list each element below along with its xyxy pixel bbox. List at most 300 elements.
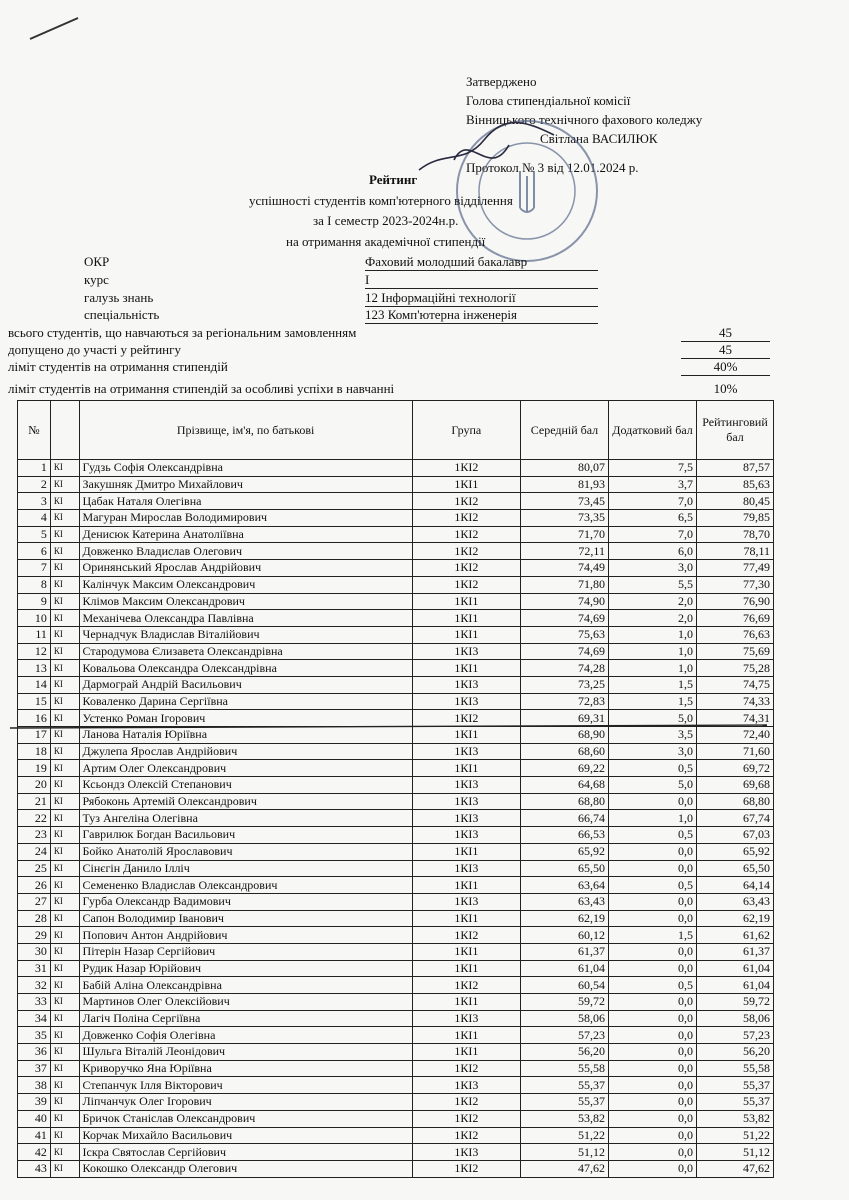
cell-dept: КІ [50,1060,79,1077]
cell-average: 69,31 [520,710,608,727]
cell-rating: 75,28 [697,660,774,677]
cell-number: 20 [18,777,51,794]
cell-number: 9 [18,593,51,610]
cell-name: Устенко Роман Ігорович [79,710,412,727]
cell-number: 8 [18,576,51,593]
cell-group: 1КІ1 [412,727,520,744]
cell-average: 53,82 [520,1110,608,1127]
cell-group: 1КІ2 [412,460,520,477]
cell-dept: КІ [50,543,79,560]
cell-additional: 0,5 [608,827,696,844]
table-row [18,860,774,877]
cell-number: 7 [18,560,51,577]
cell-number: 25 [18,860,51,877]
cell-name: Пітерін Назар Сергійович [79,943,412,960]
cell-rating: 61,04 [697,960,774,977]
cell-rating: 72,40 [697,727,774,744]
cell-additional: 5,5 [608,576,696,593]
cell-number: 43 [18,1160,51,1177]
cell-average: 80,07 [520,460,608,477]
cell-rating: 51,22 [697,1127,774,1144]
cell-dept: КІ [50,1144,79,1161]
cell-number: 26 [18,877,51,894]
cell-rating: 56,20 [697,1044,774,1061]
table-row [18,1044,774,1061]
cell-name: Джулепа Ярослав Андрійович [79,743,412,760]
table-row [18,576,774,593]
table-row [18,977,774,994]
signature-scribble [414,110,564,190]
table-row [18,827,774,844]
cell-dept: КІ [50,877,79,894]
info-field-value: 12 Інформаційні технології [365,290,598,307]
cell-average: 58,06 [520,1010,608,1027]
cell-dept: КІ [50,1094,79,1111]
cell-dept: КІ [50,893,79,910]
table-row [18,593,774,610]
cell-rating: 79,85 [697,510,774,527]
table-row [18,994,774,1011]
cell-dept: КІ [50,743,79,760]
cell-number: 2 [18,476,51,493]
cell-dept: КІ [50,977,79,994]
cell-dept: КІ [50,943,79,960]
cell-name: Оринянський Ярослав Андрійович [79,560,412,577]
cell-rating: 76,90 [697,593,774,610]
cell-average: 72,83 [520,693,608,710]
cell-rating: 71,60 [697,743,774,760]
cell-name: Бабій Аліна Олександрівна [79,977,412,994]
cell-additional: 0,0 [608,1077,696,1094]
cell-rating: 78,70 [697,526,774,543]
info-specialty-label: спеціальність [84,307,160,322]
cell-group: 1КІ1 [412,1027,520,1044]
cell-group: 1КІ3 [412,693,520,710]
cell-name: Ліпчанчук Олег Ігорович [79,1094,412,1111]
cell-rating: 77,49 [697,560,774,577]
info-specialty-value: 123 Комп'ютерна інженерія [365,307,598,324]
cell-name: Денисюк Катерина Анатоліївна [79,526,412,543]
cell-group: 1КІ2 [412,526,520,543]
cell-number: 30 [18,943,51,960]
cell-name: Калінчук Максим Олександрович [79,576,412,593]
cell-dept: КІ [50,910,79,927]
stat-total-label: всього студентів, що навчаються за регіональним замовленням [8,325,357,340]
cell-average: 62,19 [520,910,608,927]
table-header-row [18,401,774,460]
cell-dept: КІ [50,1010,79,1027]
cell-group: 1КІ1 [412,1044,520,1061]
cell-number: 15 [18,693,51,710]
title-semester: за І семестр 2023-2024н.р. [313,213,459,228]
cell-dept: КІ [50,843,79,860]
cell-rating: 53,82 [697,1110,774,1127]
cell-additional: 0,0 [608,1027,696,1044]
cell-additional: 0,0 [608,843,696,860]
cell-additional: 0,0 [608,1127,696,1144]
cell-name: Гурба Олександр Вадимович [79,893,412,910]
table-row [18,1144,774,1161]
cell-additional: 0,0 [608,860,696,877]
header-group: Група [412,401,520,460]
cell-group: 1КІ3 [412,1077,520,1094]
table-row [18,960,774,977]
cell-name: Кокошко Олександр Олегович [79,1160,412,1177]
cell-average: 65,92 [520,843,608,860]
cell-name: Закушняк Дмитро Михайлович [79,476,412,493]
cell-number: 27 [18,893,51,910]
cell-additional: 1,5 [608,693,696,710]
table-row [18,1010,774,1027]
cell-dept: КІ [50,710,79,727]
title-subject: успішності студентів комп'ютерного відділення [249,193,513,208]
table-row [18,1094,774,1111]
cell-name: Попович Антон Андрійович [79,927,412,944]
cell-average: 74,69 [520,643,608,660]
cell-group: 1КІ1 [412,593,520,610]
cell-additional: 3,7 [608,476,696,493]
cell-average: 73,35 [520,510,608,527]
cell-group: 1КІ2 [412,543,520,560]
cell-group: 1КІ3 [412,1010,520,1027]
cell-name: Сапон Володимир Іванович [79,910,412,927]
cell-average: 71,80 [520,576,608,593]
cell-average: 61,37 [520,943,608,960]
cell-name: Клімов Максим Олександрович [79,593,412,610]
cell-rating: 51,12 [697,1144,774,1161]
cell-dept: КІ [50,1044,79,1061]
cell-additional: 1,0 [608,626,696,643]
cell-number: 41 [18,1127,51,1144]
cell-dept: КІ [50,1027,79,1044]
cell-average: 60,12 [520,927,608,944]
table-row [18,877,774,894]
cell-additional: 7,5 [608,460,696,477]
cell-average: 66,74 [520,810,608,827]
cell-dept: КІ [50,526,79,543]
cell-number: 14 [18,676,51,693]
cell-dept: КІ [50,827,79,844]
cell-group: 1КІ2 [412,493,520,510]
cell-additional: 0,0 [608,793,696,810]
cell-group: 1КІ3 [412,793,520,810]
cell-additional: 0,0 [608,1144,696,1161]
cell-additional: 0,0 [608,1160,696,1177]
cell-number: 19 [18,760,51,777]
title-rating: Рейтинг [369,172,418,187]
cell-number: 22 [18,810,51,827]
cell-dept: КІ [50,810,79,827]
cell-group: 1КІ2 [412,977,520,994]
cell-rating: 75,69 [697,643,774,660]
cell-average: 63,64 [520,877,608,894]
cell-name: Довженко Владислав Олегович [79,543,412,560]
cell-dept: КІ [50,760,79,777]
cell-dept: КІ [50,927,79,944]
cell-group: 1КІ2 [412,1060,520,1077]
cell-number: 6 [18,543,51,560]
table-row [18,526,774,543]
cell-name: Сінєгін Данило Ілліч [79,860,412,877]
cell-dept: КІ [50,1127,79,1144]
stat-limit-value: 40% [681,359,770,376]
cell-additional: 1,0 [608,660,696,677]
cell-average: 64,68 [520,777,608,794]
cell-number: 21 [18,793,51,810]
table-row [18,927,774,944]
cell-group: 1КІ1 [412,626,520,643]
cell-number: 10 [18,610,51,627]
cell-number: 38 [18,1077,51,1094]
cell-additional: 5,0 [608,710,696,727]
cell-additional: 7,0 [608,526,696,543]
cell-group: 1КІ1 [412,760,520,777]
stat-total-value: 45 [681,325,770,342]
table-row [18,793,774,810]
cell-rating: 69,72 [697,760,774,777]
cell-additional: 0,0 [608,943,696,960]
cell-name: Механічева Олександра Павлівна [79,610,412,627]
cell-dept: КІ [50,593,79,610]
table-row [18,810,774,827]
table-row [18,476,774,493]
cell-average: 73,25 [520,676,608,693]
cell-rating: 57,23 [697,1027,774,1044]
cell-number: 29 [18,927,51,944]
cell-additional: 3,5 [608,727,696,744]
cell-rating: 65,50 [697,860,774,877]
cell-group: 1КІ1 [412,994,520,1011]
cell-additional: 7,0 [608,493,696,510]
cell-rating: 47,62 [697,1160,774,1177]
cell-number: 40 [18,1110,51,1127]
cell-additional: 0,0 [608,1010,696,1027]
info-okr-value: Фаховий молодший бакалавр [365,254,598,271]
cell-additional: 0,0 [608,910,696,927]
cell-name: Бойко Анатолій Ярославович [79,843,412,860]
table-row [18,610,774,627]
cell-name: Цабак Наталя Олегівна [79,493,412,510]
header-rating: Рейтинговий бал [697,401,774,460]
cell-additional: 0,0 [608,1094,696,1111]
cell-rating: 61,37 [697,943,774,960]
cell-group: 1КІ3 [412,1144,520,1161]
cell-name: Іскра Святослав Сергійович [79,1144,412,1161]
table-row [18,1060,774,1077]
approval-line3: Вінницького технічного фахового коледжу [466,112,703,127]
cell-number: 24 [18,843,51,860]
stat-admitted-value: 45 [681,342,770,359]
cell-rating: 76,63 [697,626,774,643]
cell-number: 17 [18,727,51,744]
cell-rating: 74,75 [697,676,774,693]
cell-dept: КІ [50,777,79,794]
header-additional: Додатковий бал [608,401,696,460]
cell-dept: КІ [50,693,79,710]
cell-rating: 67,03 [697,827,774,844]
header-dept [50,401,79,460]
cell-number: 32 [18,977,51,994]
table-row [18,510,774,527]
cell-additional: 0,0 [608,1044,696,1061]
table-row [18,843,774,860]
cell-dept: КІ [50,576,79,593]
cell-average: 69,22 [520,760,608,777]
cell-dept: КІ [50,626,79,643]
cell-name: Довженко Софія Олегівна [79,1027,412,1044]
header-average: Середній бал [520,401,608,460]
cell-dept: КІ [50,994,79,1011]
cell-group: 1КІ2 [412,510,520,527]
cell-number: 1 [18,460,51,477]
cell-additional: 1,0 [608,810,696,827]
cell-rating: 61,04 [697,977,774,994]
cell-number: 16 [18,710,51,727]
cell-dept: КІ [50,560,79,577]
cell-number: 42 [18,1144,51,1161]
cell-number: 4 [18,510,51,527]
table-row [18,460,774,477]
table-row [18,1160,774,1177]
cell-rating: 74,31 [697,710,774,727]
cell-number: 11 [18,626,51,643]
approval-line4: Світлана ВАСИЛЮК [540,131,658,146]
approval-line5: Протокол № 3 від 12.01.2024 р. [466,160,639,175]
info-course-label: курс [84,272,109,287]
cell-name: Лагіч Поліна Сергіївна [79,1010,412,1027]
cell-name: Дармограй Андрій Васильович [79,676,412,693]
table-row [18,1077,774,1094]
cell-group: 1КІ2 [412,1094,520,1111]
cell-group: 1КІ3 [412,676,520,693]
cell-rating: 55,58 [697,1060,774,1077]
cell-group: 1КІ3 [412,810,520,827]
cell-rating: 74,33 [697,693,774,710]
cell-average: 57,23 [520,1027,608,1044]
cell-average: 68,60 [520,743,608,760]
cell-name: Бричок Станіслав Олександрович [79,1110,412,1127]
cell-average: 56,20 [520,1044,608,1061]
cell-name: Мартинов Олег Олексійович [79,994,412,1011]
cell-dept: КІ [50,793,79,810]
cell-additional: 0,0 [608,1060,696,1077]
cell-name: Корчак Михайло Васильович [79,1127,412,1144]
cell-number: 35 [18,1027,51,1044]
cell-average: 74,90 [520,593,608,610]
cell-dept: КІ [50,860,79,877]
header-name: Прізвище, ім'я, по батькові [79,401,412,460]
cell-average: 72,11 [520,543,608,560]
table-row [18,910,774,927]
cell-number: 37 [18,1060,51,1077]
table-row [18,543,774,560]
cell-dept: КІ [50,510,79,527]
cell-name: Криворучко Яна Юріївна [79,1060,412,1077]
table-row [18,560,774,577]
cell-average: 55,37 [520,1077,608,1094]
cell-group: 1КІ2 [412,576,520,593]
cell-name: Степанчук Ілля Вікторович [79,1077,412,1094]
cell-name: Чернадчук Владислав Віталійович [79,626,412,643]
table-row [18,693,774,710]
cell-rating: 77,30 [697,576,774,593]
info-field-label: галузь знань [84,290,154,305]
cell-group: 1КІ2 [412,560,520,577]
header-number: № [18,401,51,460]
cell-average: 68,80 [520,793,608,810]
cell-group: 1КІ1 [412,943,520,960]
cell-rating: 61,62 [697,927,774,944]
cell-rating: 85,63 [697,476,774,493]
cell-rating: 76,69 [697,610,774,627]
cell-average: 71,70 [520,526,608,543]
table-row [18,1127,774,1144]
cell-rating: 59,72 [697,994,774,1011]
cell-average: 63,43 [520,893,608,910]
table-row [18,1027,774,1044]
cell-additional: 0,0 [608,1110,696,1127]
cell-name: Ковальова Олександра Олександрівна [79,660,412,677]
cell-name: Туз Ангеліна Олегівна [79,810,412,827]
table-row [18,643,774,660]
cell-rating: 65,92 [697,843,774,860]
cell-number: 18 [18,743,51,760]
cell-dept: КІ [50,1110,79,1127]
table-row [18,893,774,910]
cell-number: 33 [18,994,51,1011]
cell-rating: 68,80 [697,793,774,810]
info-okr-label: ОКР [84,254,110,269]
table-row [18,760,774,777]
stat-special-limit-label: ліміт студентів на отримання стипендій за особливі успіхи в навчанні [8,381,395,396]
cell-name: Коваленко Дарина Сергіївна [79,693,412,710]
cell-group: 1КІ1 [412,843,520,860]
cell-average: 47,62 [520,1160,608,1177]
approval-line2: Голова стипендіальної комісії [466,93,631,108]
cell-rating: 55,37 [697,1094,774,1111]
cell-group: 1КІ2 [412,927,520,944]
cell-rating: 64,14 [697,877,774,894]
table-row [18,1110,774,1127]
cell-rating: 87,57 [697,460,774,477]
table-row [18,676,774,693]
cell-group: 1КІ1 [412,476,520,493]
cell-group: 1КІ1 [412,877,520,894]
cell-dept: КІ [50,460,79,477]
cell-number: 23 [18,827,51,844]
table-body [18,460,774,1178]
cell-additional: 2,0 [608,610,696,627]
approval-line1: Затверджено [466,74,537,89]
cell-group: 1КІ3 [412,743,520,760]
cell-rating: 63,43 [697,893,774,910]
cell-group: 1КІ2 [412,1127,520,1144]
cell-average: 61,04 [520,960,608,977]
cell-group: 1КІ3 [412,893,520,910]
cell-rating: 78,11 [697,543,774,560]
pen-stroke-mark [28,15,80,41]
cell-name: Семененко Владислав Олександрович [79,877,412,894]
cell-number: 13 [18,660,51,677]
cell-dept: КІ [50,610,79,627]
cell-additional: 6,5 [608,510,696,527]
cell-additional: 3,0 [608,743,696,760]
cell-group: 1КІ2 [412,1160,520,1177]
cell-additional: 1,0 [608,643,696,660]
cell-rating: 55,37 [697,1077,774,1094]
cell-name: Гудзь Софія Олександрівна [79,460,412,477]
cell-group: 1КІ3 [412,643,520,660]
